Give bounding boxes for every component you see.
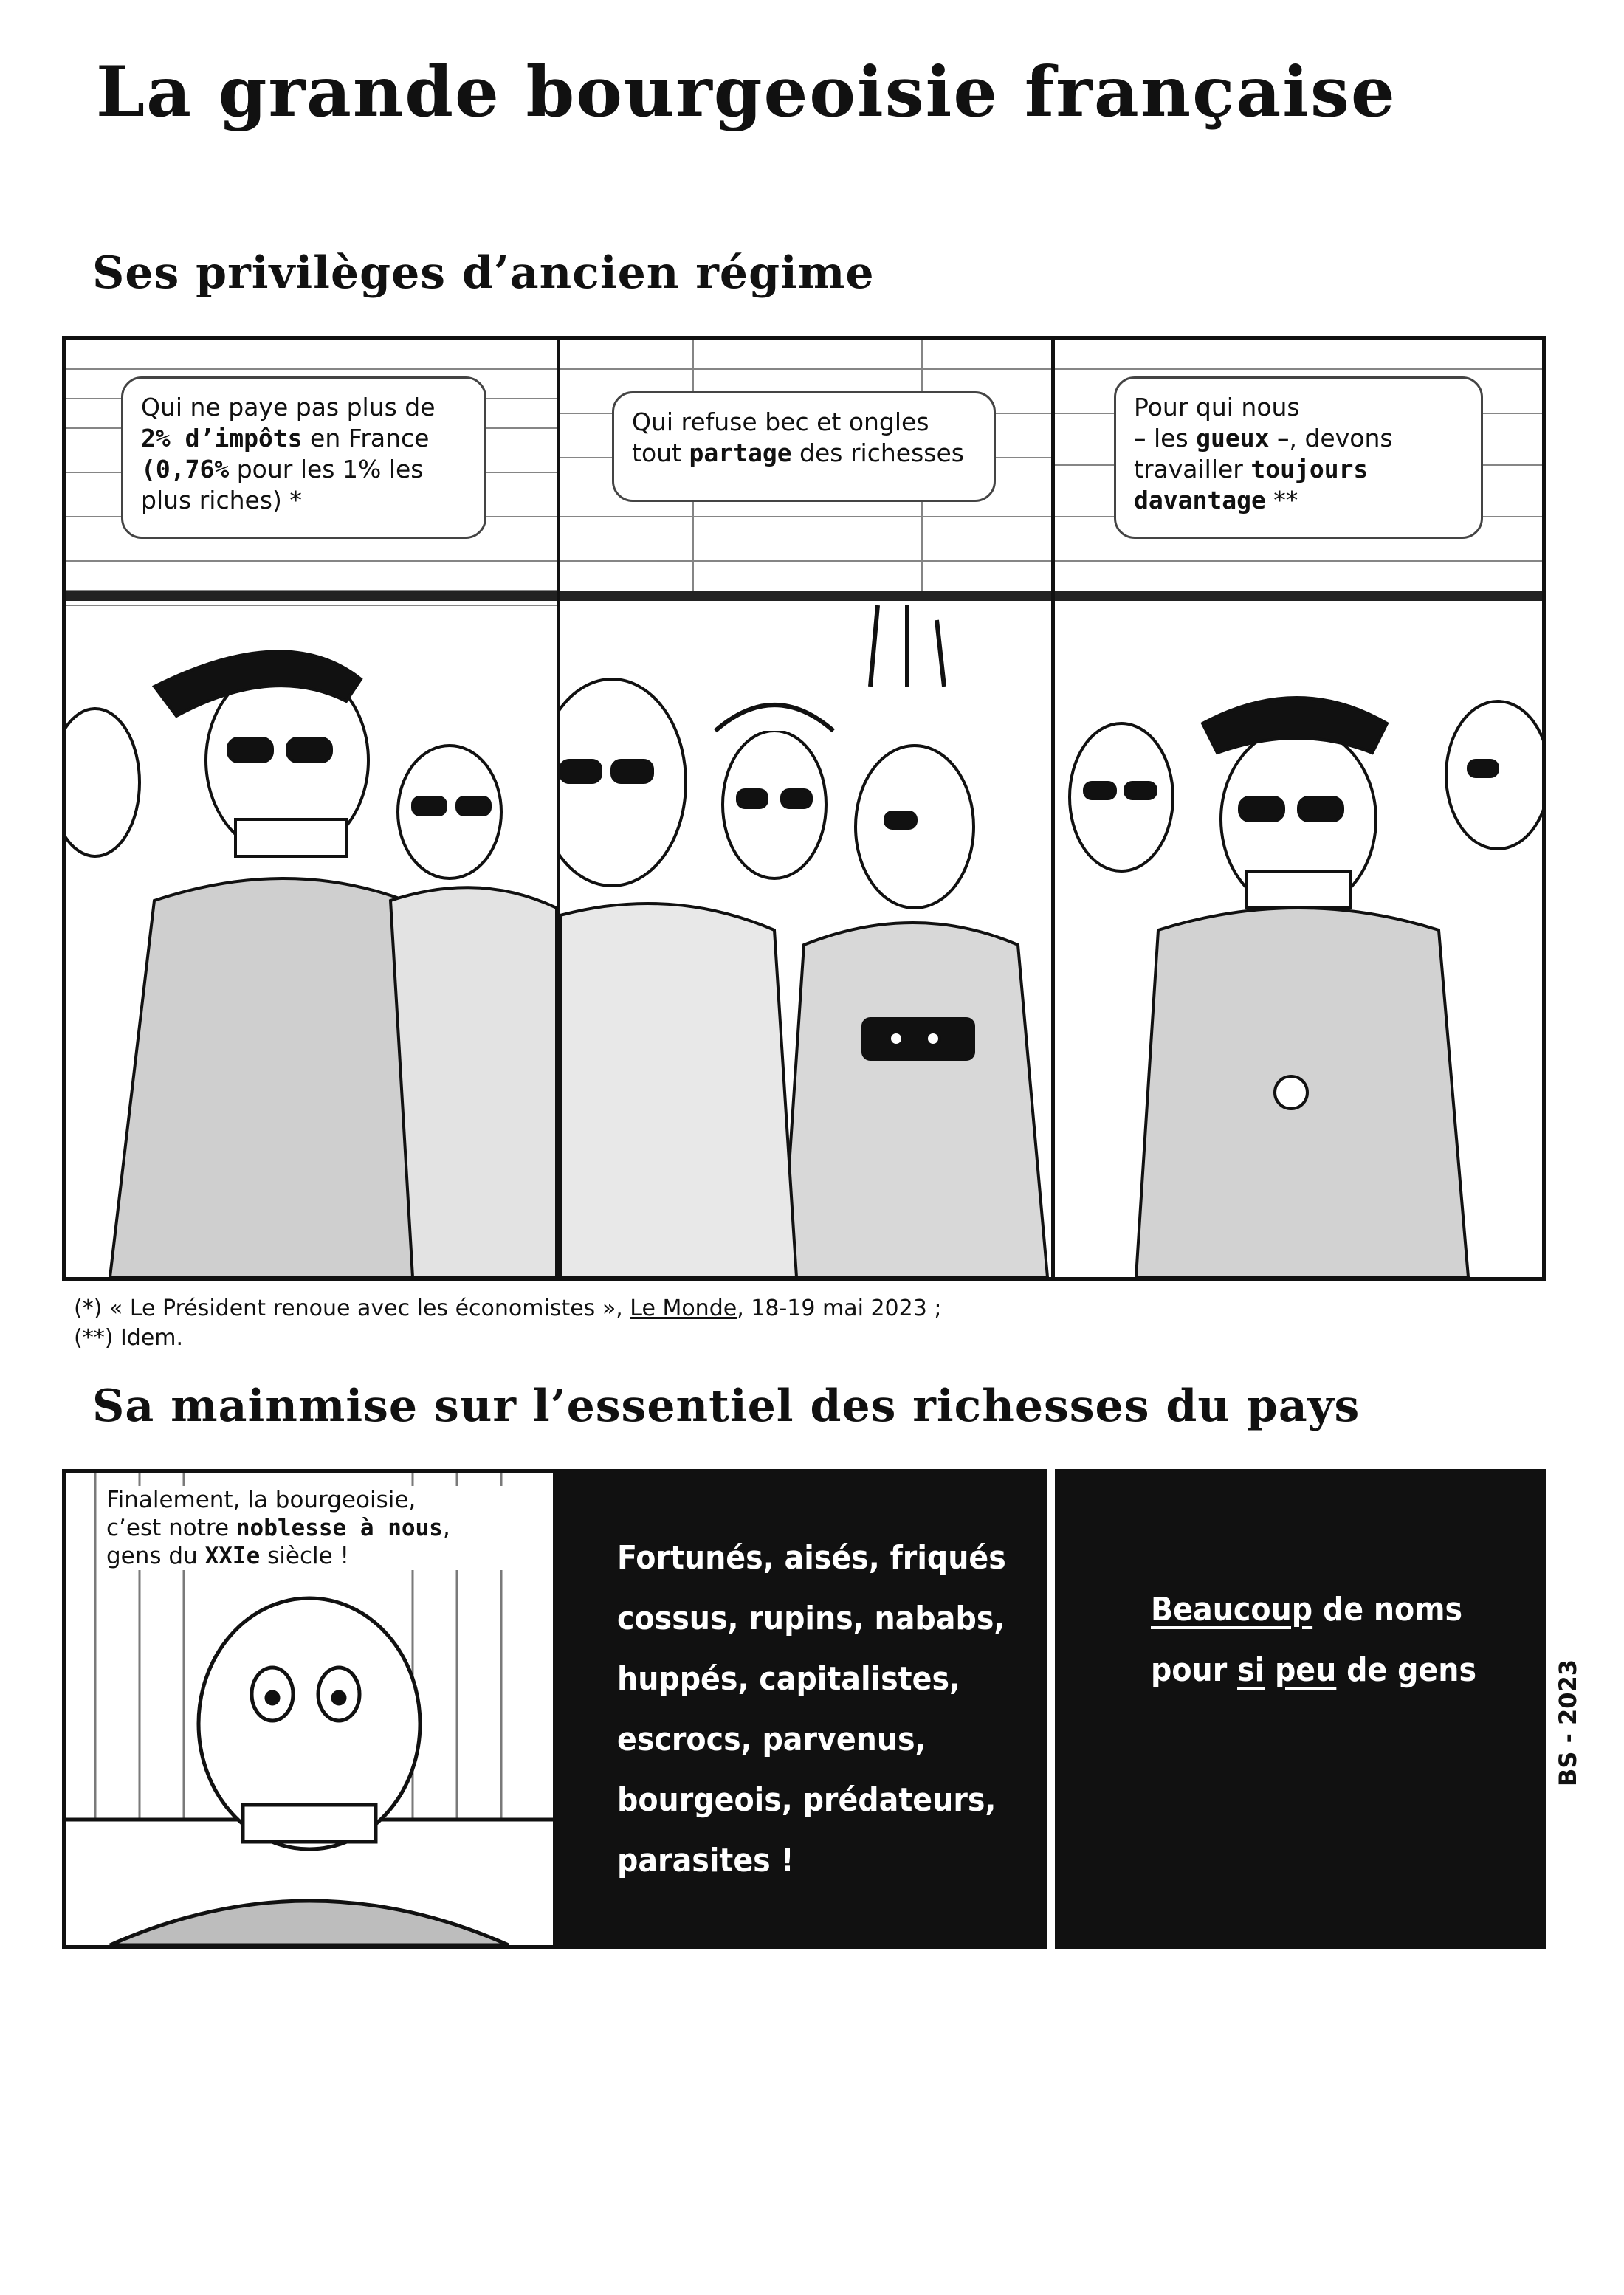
punchline-line-2-a: pour	[1151, 1651, 1238, 1689]
section-title-wealth: Sa mainmise sur l’essentiel des richesses du pays	[92, 1380, 1360, 1432]
bottom-panel-1	[62, 1469, 557, 1949]
bubble-3-line-4-b: **	[1265, 486, 1298, 515]
footnote-1-a: (*) « Le Président renoue avec les économistes »,	[74, 1296, 630, 1321]
punchline-line-2-mid	[1265, 1651, 1275, 1689]
bottom-panel-1-line-1: Finalement, la bourgeoisie,	[106, 1487, 416, 1513]
bubble-1-line-3-rest: pour les 1% les	[229, 455, 424, 484]
footnote-source-link: Le Monde	[630, 1296, 737, 1321]
bubble-1-line-1: Qui ne paye pas plus de	[141, 393, 436, 422]
comic-strip-bottom	[62, 1469, 1546, 1949]
bottom-panel-1-line-3-b: siècle !	[260, 1543, 349, 1569]
panel-2	[557, 340, 1051, 1277]
panel-1	[66, 340, 557, 1277]
synonyms-line-3: huppés, capitalistes,	[617, 1660, 961, 1698]
bottom-panel-1-line-2-b: ,	[442, 1515, 450, 1541]
footnote-2: (**) Idem.	[74, 1325, 184, 1351]
synonyms-list	[617, 1528, 1031, 1891]
bubble-1-line-2-rest: en France	[302, 424, 430, 453]
bubble-2-line-2	[632, 438, 976, 469]
footnote-1	[74, 1296, 941, 1321]
page-title: La grande bourgeoisie française	[96, 52, 1397, 133]
bubble-3-bold-davantage: davantage	[1134, 486, 1266, 515]
bubble-2-bold-partage: partage	[689, 438, 792, 467]
synonyms-line-2: cossus, rupins, nababs,	[617, 1600, 1005, 1637]
synonyms-line-4: escrocs, parvenus,	[617, 1721, 926, 1758]
bubble-2-line-2-b: des richesses	[791, 438, 964, 467]
bubble-2-line-1: Qui refuse bec et ongles	[632, 407, 929, 436]
bubble-1-bold-tax: 2% d’impôts	[141, 424, 303, 453]
bubble-1-line-3	[141, 454, 467, 485]
bottom-panel-1-bold-noblesse: noblesse à nous	[235, 1515, 443, 1541]
bubble-2-line-2-a: tout	[632, 438, 689, 467]
footnote-1-b: , 18-19 mai 2023 ;	[737, 1296, 942, 1321]
bubble-3-line-2-a: – les	[1134, 424, 1197, 453]
bottom-panel-1-line-2	[106, 1514, 520, 1542]
synonyms-line-5: bourgeois, prédateurs,	[617, 1781, 997, 1819]
punchline-line-1	[1151, 1580, 1535, 1640]
synonyms-line-6: parasites !	[617, 1842, 794, 1879]
panel-3	[1051, 340, 1542, 1277]
bubble-3-line-3-a: travailler	[1134, 455, 1251, 484]
bubble-3-line-3	[1134, 454, 1463, 485]
bubble-3-line-1: Pour qui nous	[1134, 393, 1300, 422]
synonyms-line-1: Fortunés, aisés, friqués	[617, 1539, 1006, 1577]
bubble-1-line-4: plus riches) *	[141, 486, 302, 515]
bubble-3-line-4	[1134, 485, 1463, 516]
punchline	[1151, 1580, 1535, 1701]
comic-strip-top	[62, 336, 1546, 1281]
punchline-underlined-beaucoup: Beaucoup	[1151, 1591, 1313, 1628]
artist-signature: BS - 2023	[1554, 1659, 1582, 1786]
punchline-line-1-b: de noms	[1312, 1591, 1463, 1628]
punchline-underlined-peu: peu	[1274, 1651, 1337, 1689]
bottom-panel-3	[1051, 1469, 1546, 1949]
speech-bubble-2	[612, 391, 996, 502]
punchline-line-2-b: de gens	[1336, 1651, 1477, 1689]
bubble-3-line-2	[1134, 423, 1463, 454]
punchline-line-2	[1151, 1640, 1535, 1701]
bottom-panel-1-bold-century: XXIe	[204, 1543, 261, 1569]
bottom-panel-1-line-3-a: gens du	[106, 1543, 205, 1569]
bubble-1-bold-rate: (0,76%	[141, 455, 230, 484]
speech-bubble-1	[121, 376, 486, 539]
bottom-panel-1-line-3	[106, 1542, 520, 1570]
bubble-3-bold-gueux: gueux	[1196, 424, 1270, 453]
section-title-privileges: Ses privilèges d’ancien régime	[92, 247, 875, 299]
speech-bubble-3	[1114, 376, 1483, 539]
bottom-panel-1-line-2-a: c’est notre	[106, 1515, 236, 1541]
bottom-panel-2	[557, 1469, 1047, 1949]
bubble-1-line-2	[141, 423, 467, 454]
bottom-panel-1-caption	[106, 1486, 520, 1570]
bubble-3-bold-toujours: toujours	[1250, 455, 1369, 484]
punchline-underlined-si: si	[1237, 1651, 1265, 1689]
bubble-3-line-2-b: –, devons	[1269, 424, 1393, 453]
